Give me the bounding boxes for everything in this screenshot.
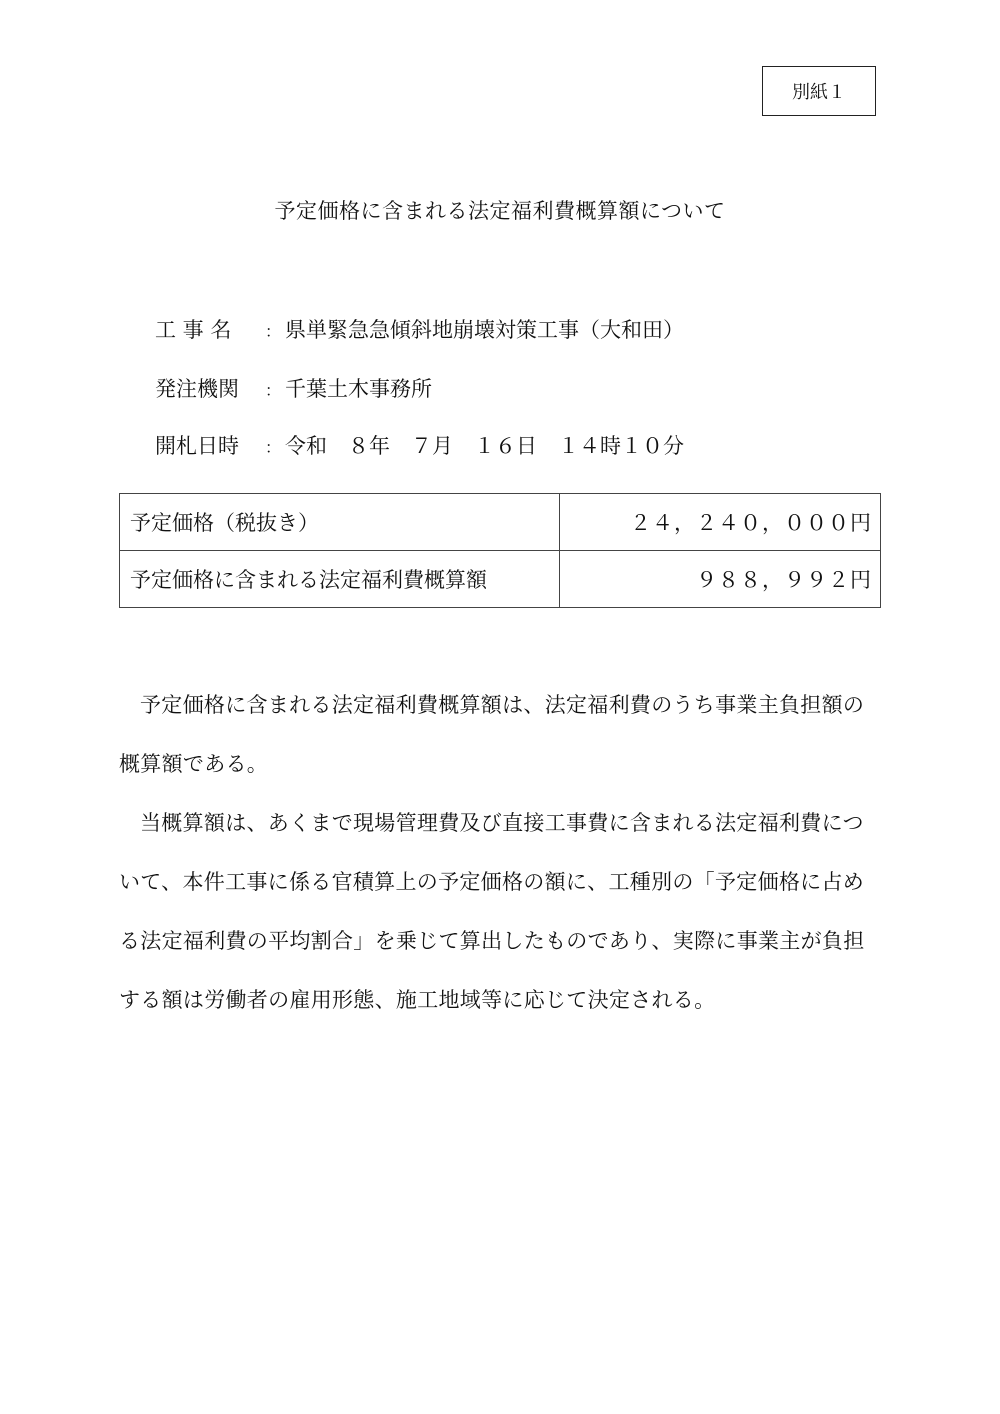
paragraph: 当概算額は、あくまで現場管理費及び直接工事費に含まれる法定福利費について、本件工事に係る官積算上の予定価格の額に、工種別の「予定価格に占める法定福利費の平均割合」を乗じて算出したものであり、実際に事業主が負担する額は労働者の雇用形態、施工地域等に応じて決定される。 — [119, 811, 865, 1012]
info-value: 千葉土木事務所 — [285, 377, 432, 401]
price-table — [119, 493, 881, 608]
info-row-ordering-agency — [155, 373, 432, 403]
info-value: 県単緊急急傾斜地崩壊対策工事（大和田） — [285, 318, 684, 342]
info-label: 工 事 名 — [155, 318, 232, 342]
attachment-label: 別紙１ — [762, 66, 876, 116]
table-cell-value: ９８８，９９２円 — [560, 551, 881, 608]
document-title: 予定価格に含まれる法定福利費概算額について — [274, 199, 726, 223]
info-row-bid-opening-datetime — [155, 430, 684, 460]
info-separator: ： — [265, 381, 282, 400]
info-label: 開札日時 — [155, 434, 239, 458]
table-cell-value: ２４，２４０，０００円 — [560, 494, 881, 551]
table-row — [120, 551, 881, 608]
table-row — [120, 494, 881, 551]
info-separator: ： — [265, 438, 282, 457]
body-text — [119, 676, 883, 1030]
info-value: 令和 ８年 ７月 １６日 １４時１０分 — [285, 434, 684, 458]
info-label: 発注機関 — [155, 377, 239, 401]
paragraph: 予定価格に含まれる法定福利費概算額は、法定福利費のうち事業主負担額の概算額である。 — [119, 693, 865, 776]
table-cell-label: 予定価格に含まれる法定福利費概算額 — [120, 551, 560, 608]
info-separator: ： — [265, 322, 282, 341]
table-cell-label: 予定価格（税抜き） — [120, 494, 560, 551]
info-row-project-name — [155, 314, 684, 344]
